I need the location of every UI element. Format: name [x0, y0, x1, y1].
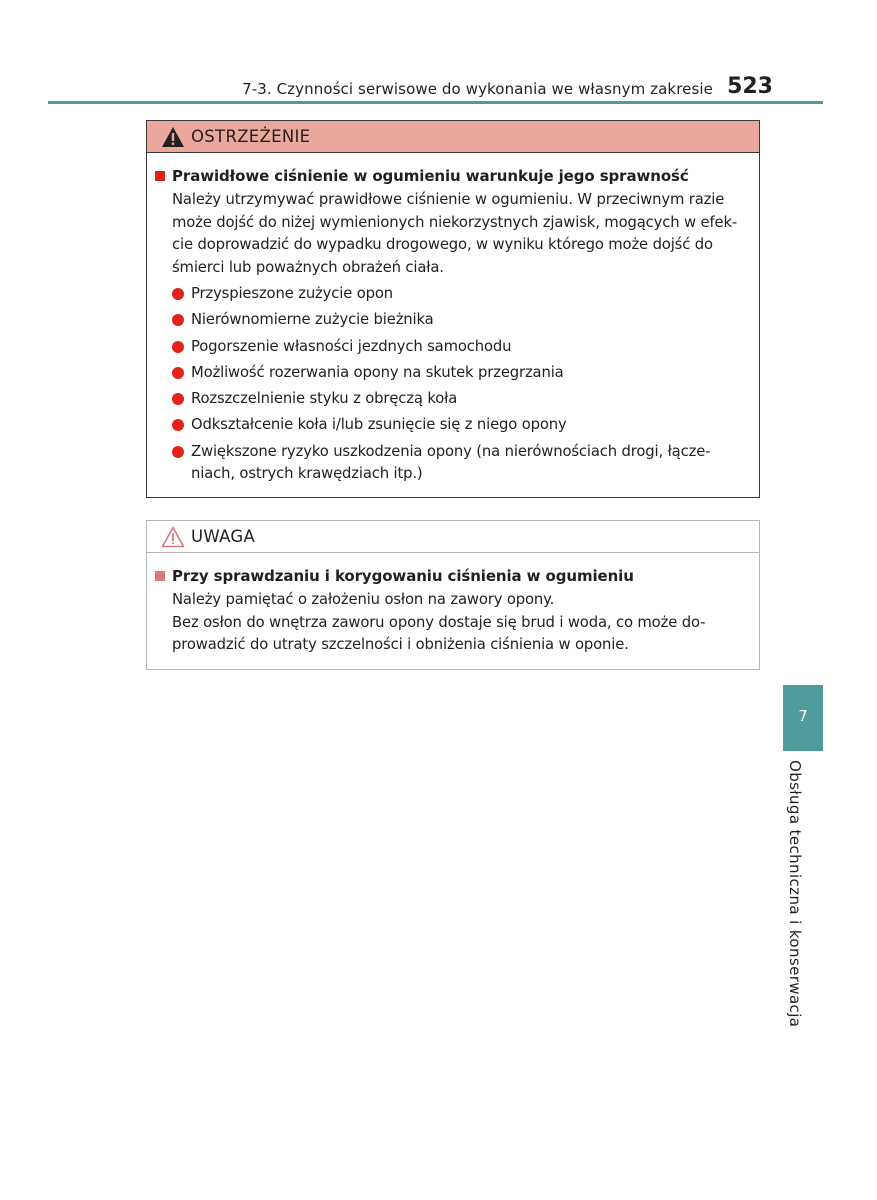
page-number: 523: [727, 74, 773, 99]
square-bullet-icon: [155, 571, 165, 581]
list-item: Zwiększone ryzyko uszkodzenia opony (na nierównościach drogi, łącze- niach, ostrych krawędziach itp.): [172, 441, 747, 486]
paragraph-line: śmierci lub poważnych obrażeń ciała.: [172, 258, 444, 276]
page-header: [48, 72, 823, 104]
caution-subhead-text: Przy sprawdzaniu i korygowaniu ciśnienia w ogumieniu: [172, 567, 634, 585]
warning-triangle-icon: [161, 126, 185, 148]
paragraph-line: może dojść do niżej wymienionych niekorzystnych zjawisk, mogących w efek-: [172, 213, 738, 231]
chapter-label: Obsługa techniczna i konserwacja: [786, 760, 804, 1028]
caution-box-header: [147, 521, 759, 553]
caution-triangle-icon: [161, 526, 185, 548]
paragraph-line: Należy utrzymywać prawidłowe ciśnienie w ogumieniu. W przeciwnym razie: [172, 191, 725, 208]
warning-box-body: [147, 153, 759, 486]
paragraph-line: Należy pamiętać o założeniu osłon na zawory opony.: [172, 591, 555, 608]
round-bullet-icon: [172, 314, 184, 326]
list-item: Możliwość rozerwania opony na skutek przegrzania: [172, 362, 747, 385]
list-item: Pogorszenie własności jezdnych samochodu: [172, 336, 747, 359]
chapter-tab: [783, 685, 823, 751]
round-bullet-icon: [172, 419, 184, 431]
warning-paragraph: [172, 189, 747, 279]
warning-subhead-text: Prawidłowe ciśnienie w ogumieniu warunkuje jego sprawność: [172, 167, 689, 185]
warning-box-header: [147, 121, 759, 153]
warning-subhead: [155, 165, 747, 187]
paragraph-line: cie doprowadzić do wypadku drogowego, w wyniku którego może dojść do: [172, 236, 713, 253]
caution-paragraph: [172, 589, 747, 657]
list-item: Rozszczelnienie styku z obręczą koła: [172, 388, 747, 411]
paragraph-line: prowadzić do utraty szczelności i obniżenia ciśnienia w oponie.: [172, 636, 629, 653]
list-item: Nierównomierne zużycie bieżnika: [172, 309, 747, 332]
square-bullet-icon: [155, 171, 165, 181]
warning-label: OSTRZEŻENIE: [191, 127, 311, 146]
caution-label: UWAGA: [191, 527, 256, 546]
consequence-list: [172, 283, 747, 486]
list-item: Odkształcenie koła i/lub zsunięcie się z niego opony: [172, 414, 747, 437]
section-title: 7-3. Czynności serwisowe do wykonania we własnym zakresie: [242, 80, 713, 98]
round-bullet-icon: [172, 341, 184, 353]
chapter-number: 7: [798, 707, 808, 725]
paragraph-line: Bez osłon do wnętrza zaworu opony dostaje się brud i woda, co może do-: [172, 613, 706, 631]
header-divider: [48, 101, 823, 104]
caution-subhead: [155, 565, 747, 587]
list-item: Przyspieszone zużycie opon: [172, 283, 747, 306]
warning-box: [146, 120, 760, 498]
caution-box-body: [147, 553, 759, 657]
round-bullet-icon: [172, 288, 184, 300]
caution-box: [146, 520, 760, 670]
round-bullet-icon: [172, 446, 184, 458]
round-bullet-icon: [172, 367, 184, 379]
round-bullet-icon: [172, 393, 184, 405]
